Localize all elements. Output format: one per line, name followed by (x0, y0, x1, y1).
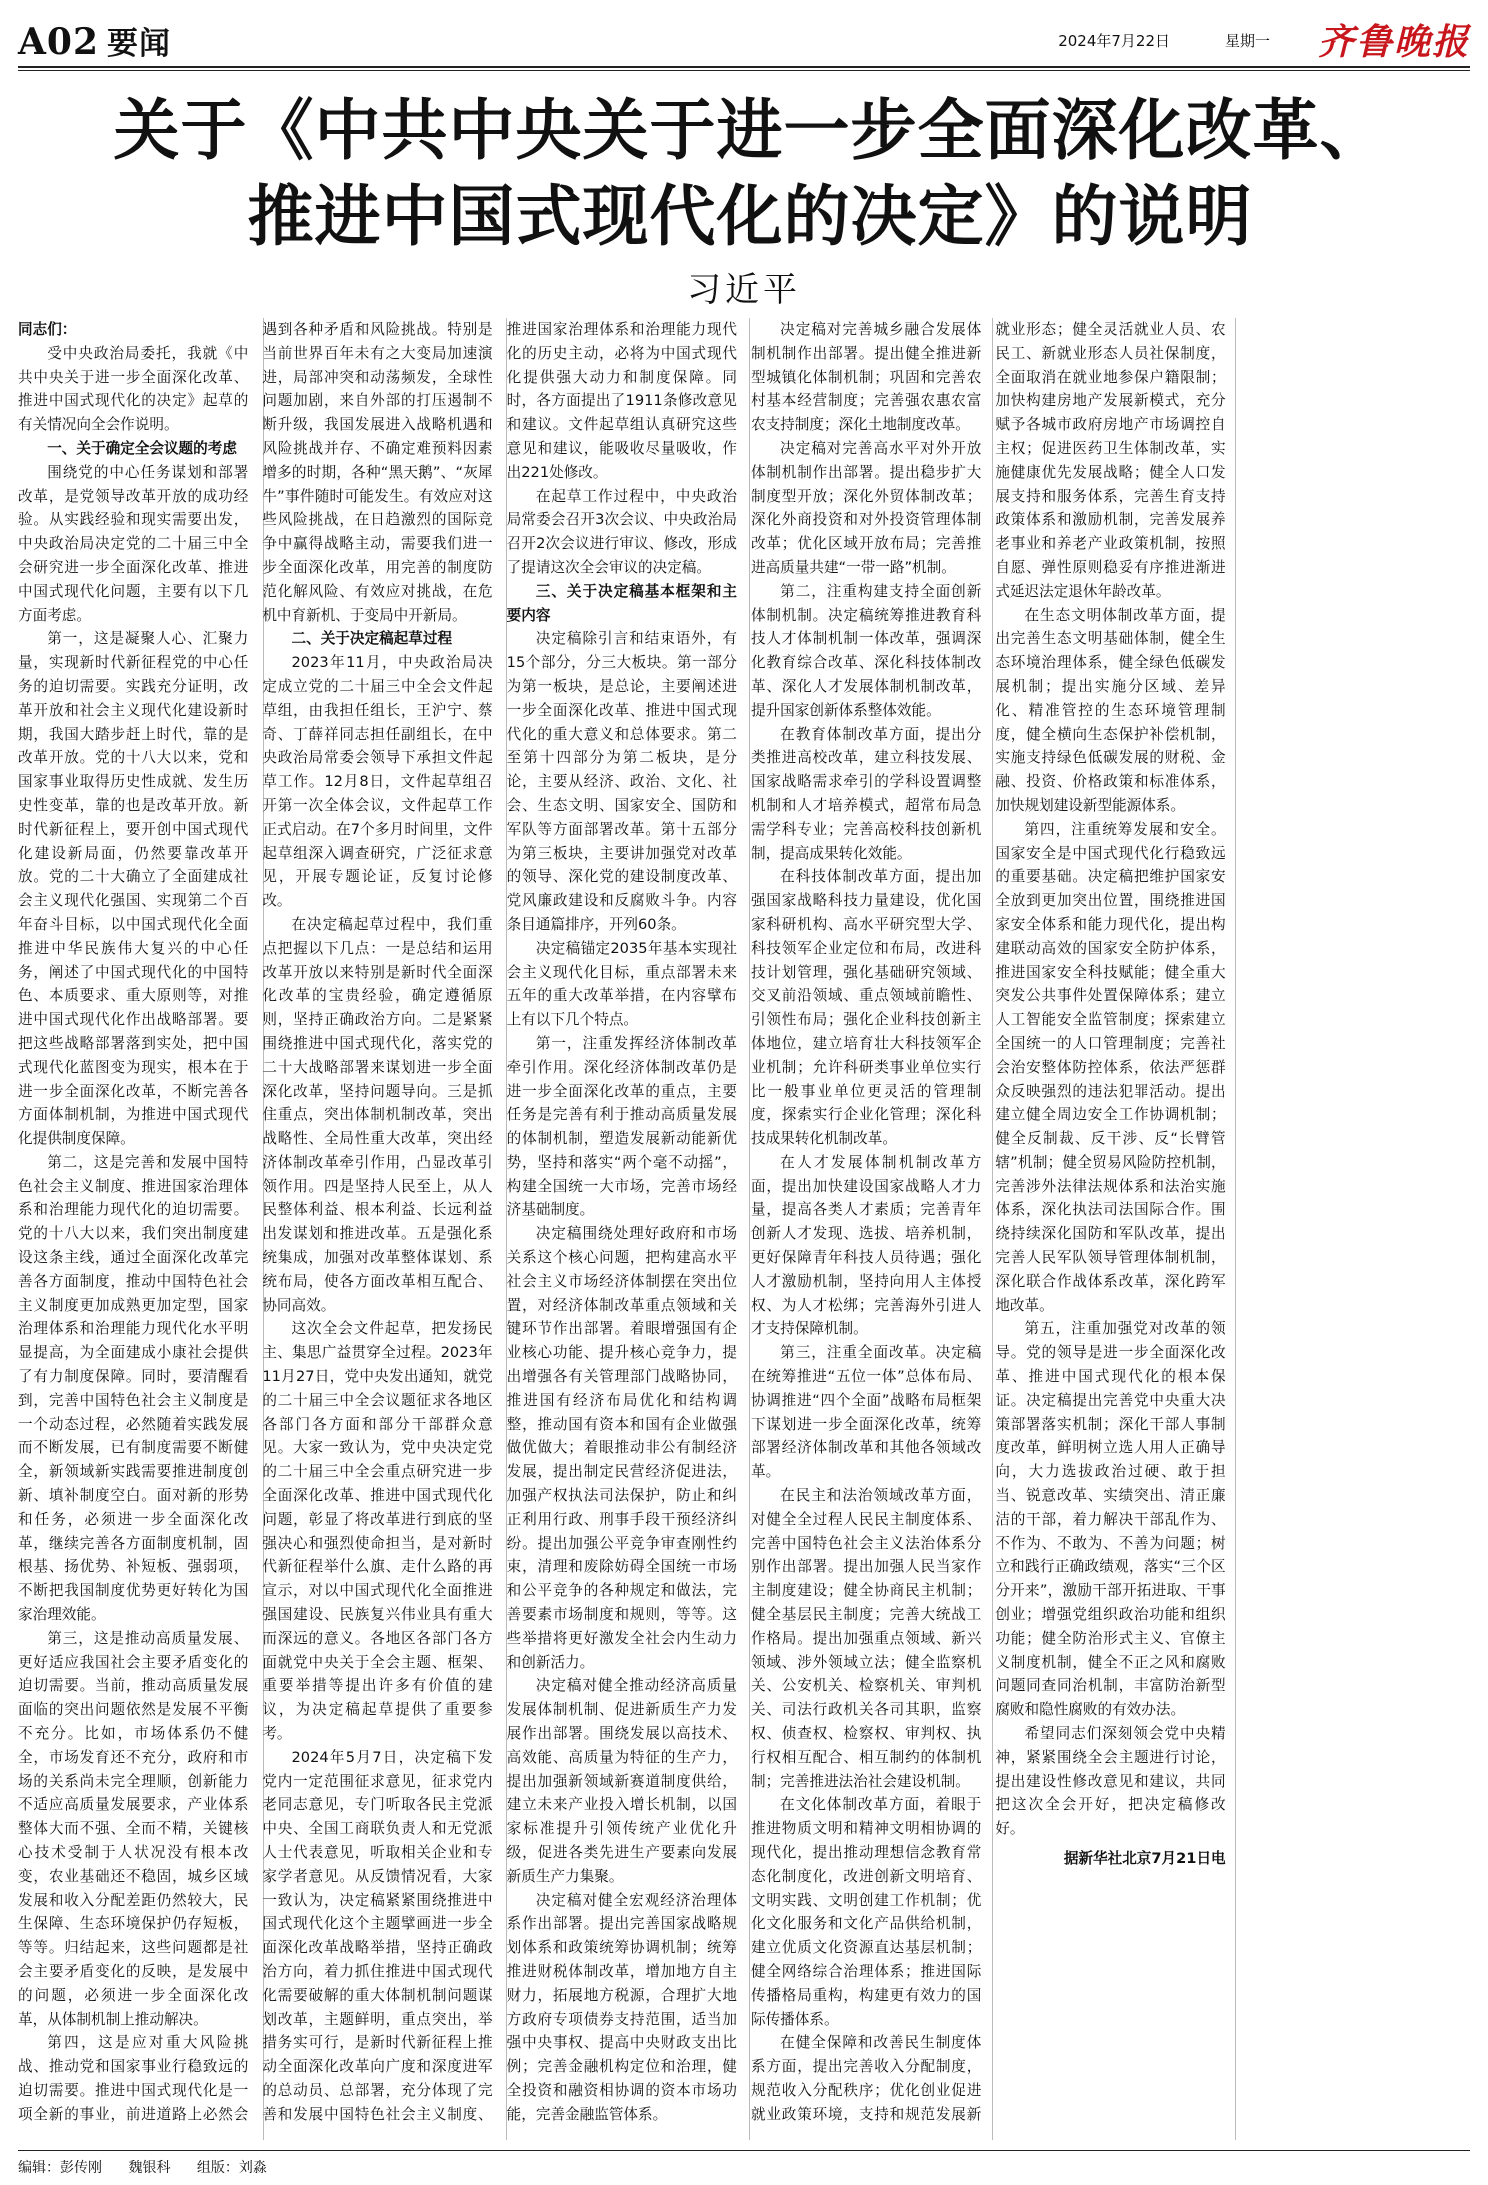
footer-editor: 编辑：彭传刚 (18, 2160, 102, 2176)
article-title (40, 88, 1460, 260)
dateline: 据新华社北京7月21日电 (1063, 1850, 1226, 1867)
page-number: A02 (18, 21, 100, 63)
title-line-2: 推进中国式现代化的决定》的说明 (247, 178, 1253, 255)
header-rule-thin (18, 70, 1470, 71)
article-paragraph: 希望同志们深刻领会党中央精神，紧紧围绕全会主题进行讨论，提出建设性修改意见和建议，共同把这次全会开好，把决定稿修改好。 (995, 1725, 1226, 1838)
article-paragraph: 第一，注重发挥经济体制改革牵引作用。深化经济体制改革仍是进一步全面深化改革的重点，主要任务是完善有利于推动高质量发展的体制机制，塑造发展新动能新优势，坚持和落实“两个毫不动摇”，构建全国统一大市场，完善市场经济基础制度。 (506, 1034, 737, 1219)
article-paragraph: 第四，这是应对重大风险挑战、推动党和国家事业行稳致远的迫切需要。推进中国式现代化是一项全新的事业，前进道路上必然会遇到各种矛盾和风险挑战。特别是当前世界百年未有之大变局加速演进，局部冲突和动荡频发，全球性问题加剧，来自外部的打压遏制不断升级，我国发展进入战略机遇和风险挑战并存、不确定难预料因素增多的时期，各种“黑天鹅”、“灰犀牛”事件随时可能发生。有效应对这些风险挑战，在日趋激烈的国际竞争中赢得战略主动，需要我们进一步全面深化改革，用完善的制度防范化解风险、有效应对挑战，在危机中育新机、于变局中开新局。 (18, 321, 493, 2123)
article-paragraph: 决定稿对完善城乡融合发展体制机制作出部署。提出健全推进新型城镇化体制机制；巩固和完善农村基本经营制度；完善强农惠农富农支持制度；深化土地制度改革。 (750, 321, 982, 434)
article-paragraph: 在科技体制改革方面，提出加强国家战略科技力量建设，优化国家科研机构、高水平研究型大学、科技领军企业定位和布局，改进科技计划管理，强化基础研究领域、交叉前沿领域、重点领域前瞻性、引领性布局；强化企业科技创新主体地位，建立培育壮大科技领军企业机制；允许科研类事业单位实行比一般事业单位更灵活的管理制度，探索实行企业化管理；深化科技成果转化机制改革。 (750, 868, 982, 1148)
footer-proofreader: 组版：刘淼 (196, 2160, 267, 2176)
article-paragraph: 在教育体制改革方面，提出分类推进高校改革，建立科技发展、国家战略需求牵引的学科设置调整机制和人才培养模式，超常布局急需学科专业；完善高校科技创新机制，提高成果转化效能。 (750, 725, 982, 862)
article-paragraph: 第二，这是完善和发展中国特色社会主义制度、推进国家治理体系和治理能力现代化的迫切需要。党的十八大以来，我们突出制度建设这条主线，通过全面深化改革完善各方面制度，推动中国特色社会主义制度更加成熟更加定型，国家治理体系和治理能力现代化水平明显提高，为全面建成小康社会提供了有力制度保障。同时，要清醒看到，完善中国特色社会主义制度是一个动态过程，必然随着实践发展而不断发展，已有制度需要不断健全，新领域新实践需要推进制度创新、填补制度空白。面对新的形势和任务，必须进一步全面深化改革，继续完善各方面制度机制，固根基、扬优势、补短板、强弱项，不断把我国制度优势更好转化为国家治理效能。 (18, 1153, 249, 1624)
article-paragraph: 围绕党的中心任务谋划和部署改革，是党领导改革开放的成功经验。从实践经验和现实需要出发，中央政治局决定党的二十届三中全会研究进一步全面深化改革、推进中国式现代化问题，主要有以下几方面考虑。 (18, 463, 249, 624)
article-paragraph: 第二，注重构建支持全面创新体制机制。决定稿统筹推进教育科技人才体制机制一体改革，强调深化教育综合改革、深化科技体制改革、深化人才发展体制机制改革，提升国家创新体系整体效能。 (750, 582, 982, 719)
article-paragraph: 这次全会文件起草，把发扬民主、集思广益贯穿全过程。2023年11月27日，党中央发出通知，就党的二十届三中全会议题征求各地区各部门各方面和部分干部群众意见。大家一致认为，党中央决定党的二十届三中全会重点研究进一步全面深化改革、推进中国式现代化问题，彰显了将改革进行到底的坚强决心和强烈使命担当，是对新时代新征程举什么旗、走什么路的再宣示，对以中国式现代化全面推进强国建设、民族复兴伟业具有重大而深远的意义。各地区各部门各方面就党中央关于全会主题、框架、重要举措等提出许多有价值的建议，为决定稿起草提供了重要参考。 (262, 1320, 493, 1743)
article-paragraph: 决定稿锚定2035年基本实现社会主义现代化目标，重点部署未来五年的重大改革举措，在内容擘布上有以下几个特点。 (506, 939, 737, 1029)
article-paragraph: 决定稿对健全宏观经济治理体系作出部署。提出完善国家战略规划体系和政策统筹协调机制；统筹推进财税体制改革，增加地方自主财力，拓展地方税源，合理扩大地方政府专项债券支持范围，适当加强中央事权、提高中央财政支出比例；完善金融机构定位和治理，健全投资和融资相协调的资本市场功能，完善金融监管体系。 (506, 1891, 737, 2123)
issue-weekday: 星期一 (1224, 32, 1270, 50)
section-heading: 二、关于决定稿起草过程 (291, 630, 453, 648)
article-paragraph: 在健全保障和改善民生制度体系方面，提出完善收入分配制度，规范收入分配秩序；优化创业促进就业政策环境，支持和规范发展新就业形态；健全灵活就业人员、农民工、新就业形态人员社保制度，全面取消在就业地参保户籍限制；加快构建房地产发展新模式，充分赋予各城市政府房地产市场调控自主权；促进医药卫生体制改革，实施健康优先发展战略；健全人口发展支持和服务体系，完善生育支持政策体系和激励机制，完善发展养老事业和养老产业政策机制，按照自愿、弹性原则稳妥有序推进渐进式延迟法定退休年龄改革。 (750, 321, 1226, 2123)
footer-rule (18, 2150, 1470, 2151)
page-footer (18, 2157, 289, 2177)
article-author: 习近平 (687, 270, 801, 310)
article-paragraph: 第三，这是推动高质量发展、更好适应我国社会主要矛盾变化的迫切需要。当前，推动高质量发展面临的突出问题依然是发展不平衡不充分。比如，市场体系仍不健全，市场发育还不充分，政府和市场的关系尚未完全理顺，创新能力不适应高质量发展要求，产业体系整体大而不强、全而不精，关键核心技术受制于人状况没有根本改变，农业基础还不稳固，城乡区域发展和收入分配差距仍然较大，民生保障、生态环境保护仍存短板，等等。归结起来，这些问题都是社会主要矛盾变化的反映，是发展中的问题，必须进一步全面深化改革，从体制机制上推动解决。 (18, 1629, 249, 2028)
salutation: 同志们： (18, 321, 77, 338)
article-paragraph: 决定稿对完善高水平对外开放体制机制作出部署。提出稳步扩大制度型开放；深化外贸体制改革；深化外商投资和对外投资管理体制改革；优化区域开放布局；完善推进高质量共建“一带一路”机制。 (750, 439, 982, 576)
article-paragraph: 在民主和法治领域改革方面，对健全全过程人民民主制度体系、完善中国特色社会主义法治体系分别作出部署。提出加强人民当家作主制度建设；健全协商民主机制；健全基层民主制度；完善大统战工作格局。提出加强重点领域、新兴领域、涉外领域立法；健全监察机关、公安机关、检察机关、审判机关、司法行政机关各司其职，监察权、侦查权、检察权、审判权、执行权相互配合、相互制约的体制机制；完善推进法治社会建设机制。 (750, 1487, 982, 1790)
section-heading: 三、关于决定稿基本框架和主要内容 (506, 582, 737, 624)
article-paragraph: 2024年5月7日，决定稿下发党内一定范围征求意见，征求党内老同志意见，专门听取各民主党派中央、全国工商联负责人和无党派人士代表意见，听取相关企业和专家学者意见。从反馈情况看，大家一致认为，决定稿紧紧围绕推进中国式现代化这个主题擘画进一步全面深化改革战略举措，坚持正确政治方向，着力抓住推进中国式现代化需要破解的重大体制机制问题谋划改革，主题鲜明，重点突出，举措务实可行，是新时代新征程上推动全面深化改革向广度和深度进军的总动员、总部署，充分体现了完善和发展中国特色社会主义制度、推进国家治理体系和治理能力现代化的历史主动，必将为中国式现代化提供强大动力和制度保障。同时，各方面提出了1911条修改意见和建议。文件起草组认真研究这些意见和建议，能吸收尽量吸收，作出221处修改。 (262, 321, 737, 2123)
article-paragraph: 在起草工作过程中，中央政治局常委会召开3次会议、中央政治局召开2次会议进行审议、修改，形成了提请这次全会审议的决定稿。 (506, 487, 737, 576)
section-heading: 一、关于确定全会议题的考虑 (47, 439, 237, 457)
article-paragraph: 第四，注重统筹发展和安全。国家安全是中国式现代化行稳致远的重要基础。决定稿把维护国家安全放到更加突出位置，围绕推进国家安全体系和能力现代化，提出构建联动高效的国家安全防护体系，推进国家安全科技赋能；健全重大突发公共事件处置保障体系；建立人工智能安全监管制度；探索建立全国统一的人口管理制度；完善社会治安整体防控体系，依法严惩群众反映强烈的违法犯罪活动。提出建立健全周边安全工作协调机制；健全反制裁、反干涉、反“长臂管辖”机制；健全贸易风险防控机制，完善涉外法律法规体系和法治实施体系，深化执法司法国际合作。围绕持续深化国防和军队改革，提出完善人民军队领导管理体制机制，深化联合作战体系改革，深化跨军地改革。 (995, 820, 1226, 1314)
article-paragraph: 在文化体制改革方面，着眼于推进物质文明和精神文明相协调的现代化，提出推动理想信念教育常态化制度化，改进创新文明培育、文明实践、文明创建工作机制；优化文化服务和文化产品供给机制，建立优质文化资源直达基层机制；健全网络综合治理体系；推进国际传播格局重构，构建更有效力的国际传播体系。 (750, 1796, 982, 2028)
article-paragraph: 第一，这是凝聚人心、汇聚力量，实现新时代新征程党的中心任务的迫切需要。实践充分证明，改革开放和社会主义现代化建设新时期，我国大踏步赶上时代，靠的是改革开放。党的十八大以来，党和国家事业取得历史性成就、发生历史性变革，靠的也是改革开放。新时代新征程上，要开创中国式现代化建设新局面，仍然要靠改革开放。党的二十大确立了全面建成社会主义现代化强国、实现第二个百年奋斗目标，以中国式现代化全面推进中华民族伟大复兴的中心任务，阐述了中国式现代化的中国特色、本质要求、重大原则等，对推进中国式现代化作出战略部署。要把这些战略部署落到实处，把中国式现代化蓝图变为现实，根本在于进一步全面深化改革，不断完善各方面体制机制，为推进中国式现代化提供制度保障。 (18, 630, 249, 1148)
article-paragraph: 在人才发展体制机制改革方面，提出加快建设国家战略人才力量，提高各类人才素质；完善青年创新人才发现、选拔、培养机制，更好保障青年科技人员待遇；强化人才激励机制，坚持向用人主体授权、为人才松绑；完善海外引进人才支持保障机制。 (750, 1153, 982, 1338)
header-rule (18, 66, 1470, 68)
article-paragraph: 受中央政治局委托，我就《中共中央关于进一步全面深化改革、推进中国式现代化的决定》起草的有关情况向全会作说明。 (18, 344, 249, 434)
article-body (18, 318, 1470, 2140)
section-name: 要闻 (107, 26, 172, 62)
article-paragraph: 在决定稿起草过程中，我们重点把握以下几点：一是总结和运用改革开放以来特别是新时代全面深化改革的宝贵经验，确定遵循原则，坚持正确政治方向。二是紧紧围绕推进中国式现代化，落实党的二十大战略部署来谋划进一步全面深化改革，坚持问题导向。三是抓住重点，突出体制机制改革，突出战略性、全局性重大改革，突出经济体制改革牵引作用，凸显改革引领作用。四是坚持人民至上，从人民整体利益、根本利益、长远利益出发谋划和推进改革。五是强化系统集成，加强对改革整体谋划、系统布局，使各方面改革相互配合、协同高效。 (262, 915, 493, 1314)
article-paragraph: 第五，注重加强党对改革的领导。党的领导是进一步全面深化改革、推进中国式现代化的根本保证。决定稿提出完善党中央重大决策部署落实机制；深化干部人事制度改革，鲜明树立选人用人正确导向，大力选拔政治过硬、敢于担当、锐意改革、实绩突出、清正廉洁的干部，着力解决干部乱作为、不作为、不敢为、不善为问题；树立和践行正确政绩观，落实“三个区分开来”，激励干部开拓进取、干事创业；增强党组织政治功能和组织功能；健全防治形式主义、官僚主义制度机制，健全不正之风和腐败问题同查同治机制，丰富防治新型腐败和隐性腐败的有效办法。 (995, 1320, 1226, 1719)
footer-designer: 魏银科 (128, 2160, 171, 2176)
article-paragraph: 第三，注重全面改革。决定稿在统筹推进“五位一体”总体布局、协调推进“四个全面”战略布局框架下谋划进一步全面深化改革，统筹部署经济体制改革和其他各领域改革。 (750, 1344, 982, 1481)
article-paragraph: 在生态文明体制改革方面，提出完善生态文明基础体制，健全生态环境治理体系，健全绿色低碳发展机制；提出实施分区域、差异化、精准管控的生态环境管理制度，健全横向生态保护补偿机制，实施支持绿色低碳发展的财税、金融、投资、价格政策和标准体系，加快规划建设新型能源体系。 (995, 606, 1226, 814)
masthead-logo: 齐鲁晚报 (1317, 21, 1470, 63)
article-paragraph: 2023年11月，中央政治局决定成立党的二十届三中全会文件起草组，由我担任组长，王沪宁、蔡奇、丁薛祥同志担任副组长，在中央政治局常委会领导下承担文件起草工作。12月8日，文件起草组召开第一次全体会议，文件起草工作正式启动。在7个多月时间里，文件起草组深入调查研究，广泛征求意见，开展专题论证，反复讨论修改。 (262, 654, 493, 910)
article-paragraph: 决定稿除引言和结束语外，有15个部分，分三大板块。第一部分为第一板块，是总论，主要阐述进一步全面深化改革、推进中国式现代化的重大意义和总体要求。第二至第十四部分为第二板块，是分论，主要从经济、政治、文化、社会、生态文明、国家安全、国防和军队等方面部署改革。第十五部分为第三板块，主要讲加强党对改革的领导、深化党的建设制度改革、党风廉政建设和反腐败斗争。内容条目通篇排序，开列60条。 (506, 630, 737, 933)
article-paragraph: 决定稿围绕处理好政府和市场关系这个核心问题，把构建高水平社会主义市场经济体制摆在突出位置，对经济体制改革重点领域和关键环节作出部署。着眼增强国有企业核心功能、提升核心竞争力，提出增强各有关管理部门战略协同，推进国有经济布局优化和结构调整，推动国有资本和国有企业做强做优做大；着眼推动非公有制经济发展，提出制定民营经济促进法，加强产权执法司法保护，防止和纠正利用行政、刑事手段干预经济纠纷。提出加强公平竞争审查刚性约束，清理和废除妨碍全国统一市场和公平竞争的各种规定和做法，完善要素市场制度和规则，等等。这些举措将更好激发全社会内生动力和创新活力。 (506, 1225, 737, 1671)
page-number-section (18, 18, 171, 63)
article-paragraph: 决定稿对健全推动经济高质量发展体制机制、促进新质生产力发展作出部署。围绕发展以高技术、高效能、高质量为特征的生产力，提出加强新领域新赛道制度供给，建立未来产业投入增长机制，以国家标准提升引领传统产业优化升级，促进各类先进生产要素向发展新质生产力集聚。 (506, 1677, 737, 1885)
title-line-1: 关于《中共中央关于进一步全面深化改革、 (113, 92, 1387, 169)
issue-date: 2024年7月22日 (1058, 32, 1170, 50)
